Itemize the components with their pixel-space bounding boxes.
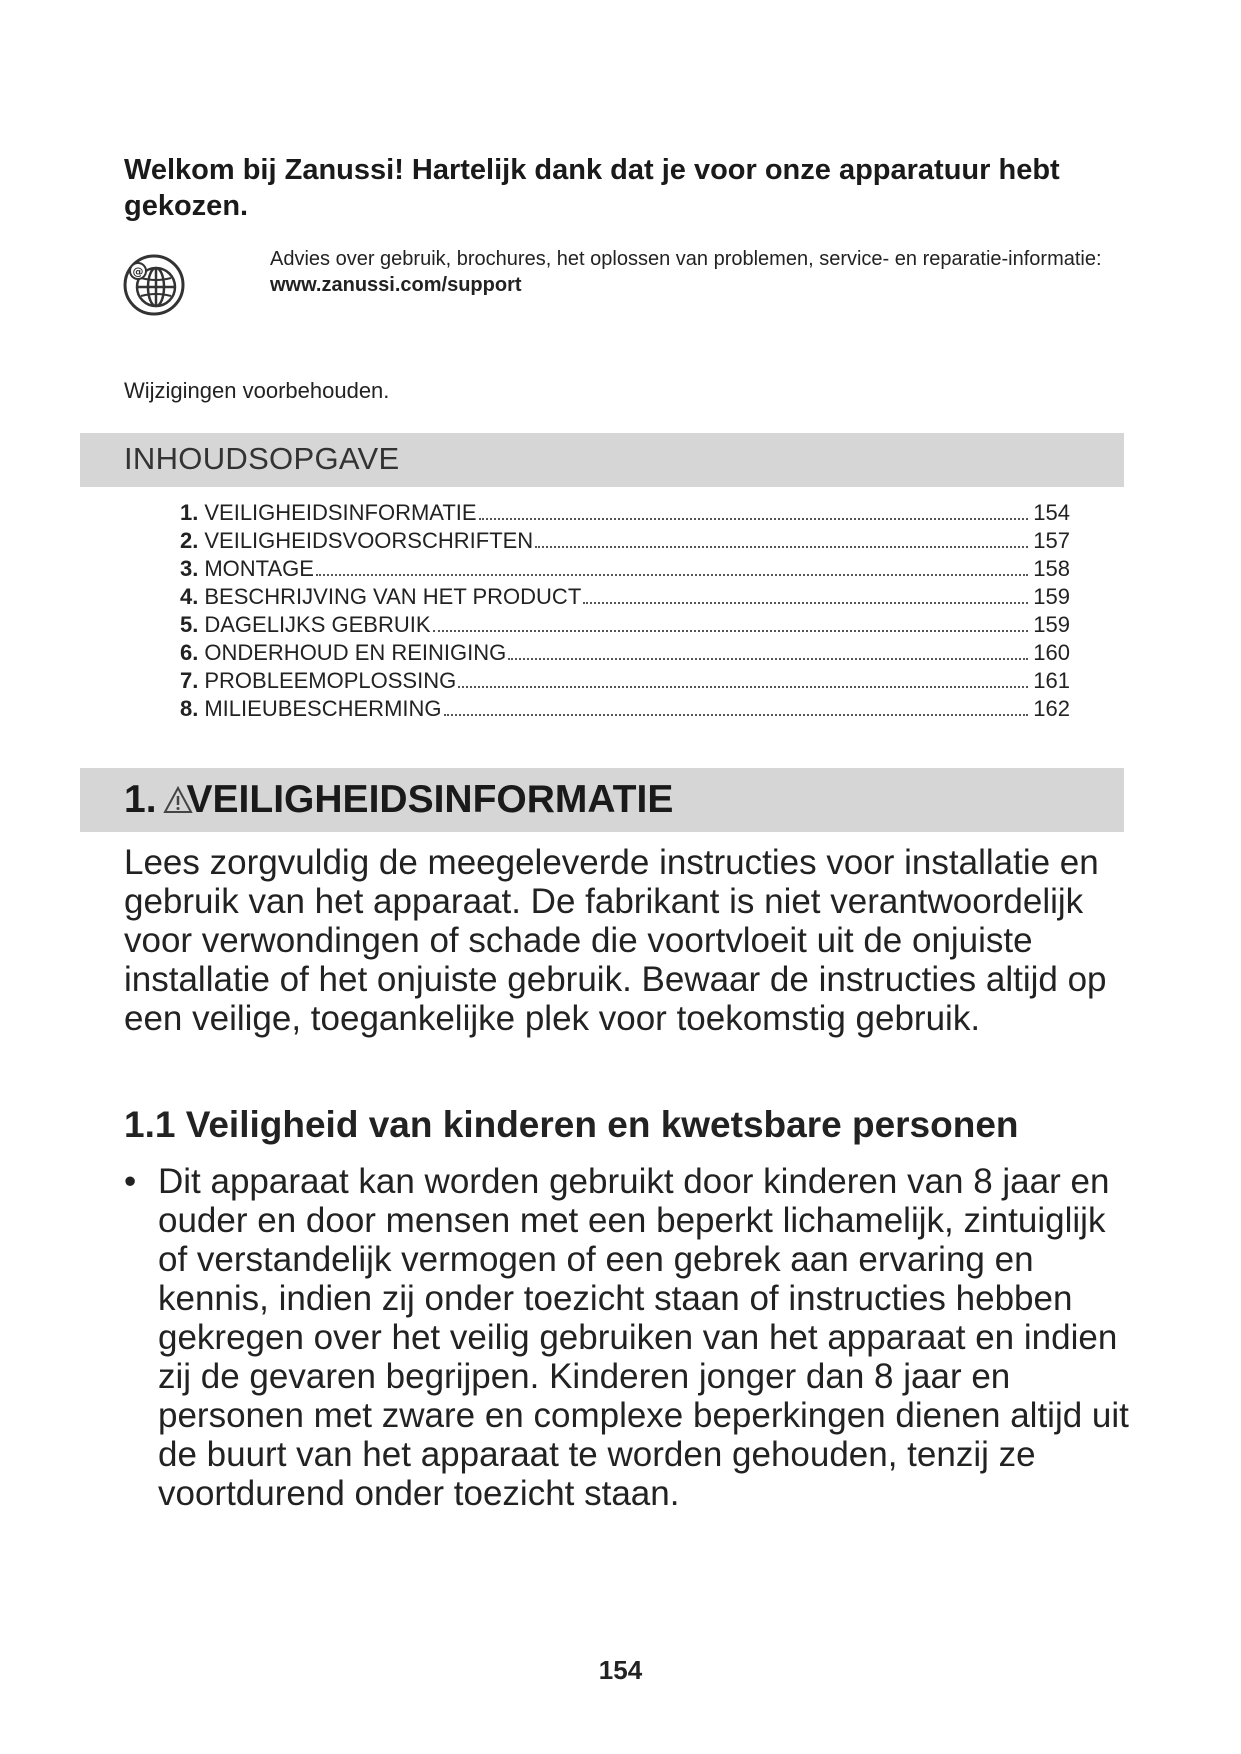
- bullet-marker: •: [124, 1162, 137, 1201]
- toc-item-page: 158: [1033, 556, 1070, 581]
- toc-item-number: 2.: [180, 528, 199, 553]
- toc-item-page: 157: [1033, 528, 1070, 553]
- toc-item-label: VEILIGHEIDSVOORSCHRIFTEN: [204, 528, 534, 553]
- support-info: [270, 246, 1130, 298]
- toc-item-page: 162: [1033, 696, 1070, 721]
- globe-web-icon: [122, 253, 186, 317]
- toc-item[interactable]: [180, 639, 1070, 667]
- toc-item[interactable]: [180, 695, 1070, 723]
- toc-item-page: 161: [1033, 668, 1070, 693]
- toc-item-label: MONTAGE: [204, 556, 314, 581]
- section-title-text: VEILIGHEIDSINFORMATIE: [186, 778, 674, 821]
- section-number: 1.: [124, 778, 157, 821]
- toc-item-number: 3.: [180, 556, 199, 581]
- section-1-intro: Lees zorgvuldig de meegeleverde instructies voor installatie en gebruik van het apparaat. De fabrikant is niet verantwoordelijk voor verwondingen of schade die voortvloeit uit de onjuiste installatie of het onjuiste gebruik. Bewaar de instructies altijd op een veilige, toegankelijke plek voor toekomstig gebruik.: [124, 843, 1107, 1038]
- toc-leader-dots: [444, 714, 1028, 716]
- subsection-1-1-title: 1.1 Veiligheid van kinderen en kwetsbare personen: [124, 1104, 1019, 1145]
- toc-item-label: ONDERHOUD EN REINIGING: [204, 640, 507, 665]
- toc-leader-dots: [433, 630, 1028, 632]
- toc-item-label: VEILIGHEIDSINFORMATIE: [204, 500, 477, 525]
- toc-item[interactable]: [180, 611, 1070, 639]
- page-number: 154: [598, 1655, 643, 1685]
- toc-item-number: 6.: [180, 640, 199, 665]
- toc-item[interactable]: [180, 667, 1070, 695]
- toc-item-page: 159: [1033, 584, 1070, 609]
- toc-list: [180, 499, 1070, 723]
- toc-item-number: 8.: [180, 696, 199, 721]
- list-item: [124, 1162, 1138, 1513]
- section-1-title: [124, 778, 673, 822]
- toc-item-number: 1.: [180, 500, 199, 525]
- toc-item-number: 4.: [180, 584, 199, 609]
- toc-item-label: PROBLEEMOPLOSSING: [204, 668, 457, 693]
- toc-item[interactable]: [180, 527, 1070, 555]
- toc-item-number: 7.: [180, 668, 199, 693]
- toc-item-page: 160: [1033, 640, 1070, 665]
- list-item-text: Dit apparaat kan worden gebruikt door kinderen van 8 jaar en ouder en door mensen met een beperkt lichamelijk, zintuiglijk of verstandelijk vermogen of een gebrek aan ervaring en kennis, indien zij onder toezicht staan of instructies hebben gekregen over het veilig gebruiken van het apparaat en indien zij de gevaren begrijpen. Kinderen jonger dan 8 jaar en personen met zware en complexe beperkingen dienen altijd uit de buurt van het apparaat te worden gehouden, tenzij ze voortdurend onder toezicht staan.: [158, 1162, 1129, 1513]
- toc-item[interactable]: [180, 583, 1070, 611]
- welcome-heading: Welkom bij Zanussi! Hartelijk dank dat je voor onze apparatuur hebt gekozen.: [124, 154, 1060, 222]
- support-description: Advies over gebruik, brochures, het oplossen van problemen, service- en reparatie-informatie:: [270, 248, 1102, 270]
- toc-leader-dots: [458, 686, 1028, 688]
- toc-leader-dots: [535, 546, 1028, 548]
- support-url-link[interactable]: www.zanussi.com/support: [270, 274, 522, 296]
- toc-item-label: DAGELIJKS GEBRUIK: [204, 612, 431, 637]
- toc-item[interactable]: [180, 555, 1070, 583]
- toc-item-page: 159: [1033, 612, 1070, 637]
- toc-leader-dots: [479, 518, 1028, 520]
- toc-item[interactable]: [180, 499, 1070, 527]
- changes-notice: Wijzigingen voorbehouden.: [124, 378, 390, 403]
- toc-leader-dots: [508, 658, 1028, 660]
- toc-leader-dots: [316, 574, 1028, 576]
- svg-text:@: @: [132, 265, 144, 278]
- toc-item-number: 5.: [180, 612, 199, 637]
- toc-item-label: MILIEUBESCHERMING: [204, 696, 442, 721]
- toc-item-page: 154: [1033, 500, 1070, 525]
- toc-item-label: BESCHRIJVING VAN HET PRODUCT: [204, 584, 582, 609]
- toc-title: INHOUDSOPGAVE: [124, 441, 400, 476]
- toc-leader-dots: [583, 602, 1028, 604]
